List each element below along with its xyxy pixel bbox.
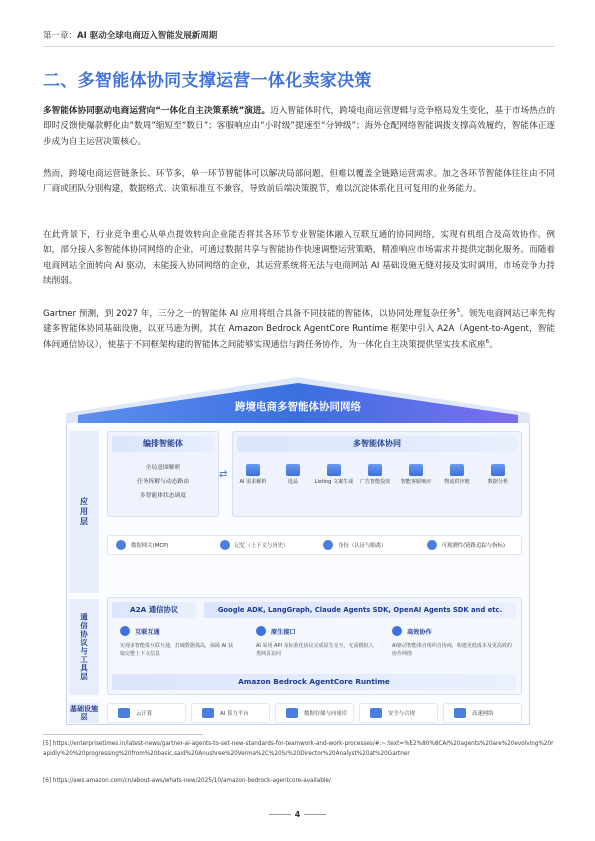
arrow-icon: ⇄	[219, 469, 228, 480]
orchestration-item: 多智能体状态调度	[139, 493, 187, 499]
agent-data-analysis[interactable]: 数据分析	[478, 464, 518, 486]
layer-label-protocol: 通信协议与工具层	[69, 599, 99, 695]
orchestration-panel	[107, 431, 219, 517]
truck-icon	[450, 464, 464, 476]
megaphone-icon	[368, 464, 382, 476]
api-icon	[256, 626, 266, 636]
layer-label-infra: 基础设施层	[70, 705, 98, 721]
agentcore-runtime-label: Amazon Bedrock AgentCore Runtime	[112, 674, 516, 690]
paragraph-4-part1: Gartner 预测，到 2027 年，三分之一的智能体 AI 应用将组合具备不同技能的智能体，以协同处理复杂任务	[43, 309, 457, 319]
infra-ai-compute[interactable]: AI 算力平台	[191, 703, 270, 723]
layer-label-application: 应用层	[69, 431, 99, 593]
observability-icon	[427, 540, 437, 550]
capability-observability[interactable]: 可观测性(链路追踪与指标)	[419, 540, 522, 550]
footnote-ref-6[interactable]: 6	[485, 338, 490, 345]
section-title: 二、多智能体协同支撑运营一体化卖家决策	[43, 71, 372, 91]
diagram-frame	[66, 423, 530, 725]
infra-network[interactable]: 高速网络	[443, 703, 522, 723]
divider	[269, 814, 291, 815]
capabilities-row	[107, 535, 522, 555]
multi-agent-title: 多智能体协同	[237, 436, 517, 452]
chapter-label: 第一章：	[43, 31, 78, 41]
infra-security[interactable]: 安全与合规	[359, 703, 438, 723]
feature-title: 高效协作	[407, 629, 432, 636]
a2a-protocol-label: A2A 通信协议	[112, 602, 196, 618]
feature-text: 实现多智能体互联互通，打破数据孤岛，保障 AI 获取完整上下文信息	[120, 643, 234, 657]
bar-chart-icon	[491, 464, 505, 476]
capability-identity[interactable]: 身份（认证与隔离）	[315, 540, 419, 550]
document-icon	[327, 464, 341, 476]
agent-ad-placement[interactable]: 广告智能投放	[355, 464, 395, 486]
protocol-panel	[107, 597, 522, 695]
memory-icon	[220, 540, 230, 550]
feature-text: AI驱动智能体自组织自协商，构建更低成本及更高效的协作网络	[392, 643, 512, 657]
multi-agent-network-diagram	[66, 377, 530, 725]
divider	[304, 814, 326, 815]
ai-chip-icon	[246, 464, 260, 476]
shield-icon	[370, 708, 382, 718]
collaboration-icon	[392, 626, 402, 636]
agent-demand-analysis[interactable]: AI 需求解析	[233, 464, 273, 486]
feature-title: 互联互通	[135, 629, 160, 636]
orchestration-title: 编排智能体	[112, 436, 214, 452]
diagram-title: 跨境电商多智能体协同网络	[235, 401, 361, 413]
capability-memory[interactable]: 记忆（上下文与历史）	[212, 540, 316, 550]
paragraph-1-body: 迈入智能体时代，跨境电商运营逻辑与竞争格局发生变化，基于市场热点的即时反馈使爆款孵化由“数周”缩短至“数日”；客服响应由“小时级”提速至“分钟级”；海外仓配网络智能调拨支撑高效履约，智能体正逐步成为自主运营决策核心。	[43, 106, 555, 147]
cloud-icon	[118, 708, 130, 718]
feature-text: AI 采用 API 及标准化协议完成原生交互，无需模拟人类网页访问	[256, 643, 374, 657]
orchestration-item: 任务拆解与动态路由	[136, 479, 190, 485]
chip-icon	[202, 708, 214, 718]
infra-storage[interactable]: 数据存储与向量库	[275, 703, 354, 723]
paragraph-4-part2: 。领先电商网站已率先构建多智能体协同基础设施，以亚马逊为例，其在 Amazon Bedrock AgentCore Runtime 框架中引入 A2A（Agent-to-Agent，智能体间通信协议），使基于不同框架构建的智能体之间能够实现通信与跨任务协作，为一体化自主决策提供坚实技术底座	[43, 309, 555, 350]
paragraph-4-part3: 。	[489, 339, 498, 350]
multi-agent-panel	[232, 431, 522, 517]
chapter-header	[43, 29, 217, 41]
chapter-title: AI 驱动全球电商迈入智能发展新周期	[77, 31, 218, 41]
footnote-5[interactable]: [5] https://enterprisetimes.in/latest-news/gartner-ai-agents-to-set-new-standards-for-teamwork-and-work-processes/#:~:text=%E2%80%8CAI%20agents%20are%20evolving%20rapidly%20%20progressing%20from%20basic,said%20Anushree%20Verma%2C%20Sr%20Director%20Analyst%20at%20Gartner	[43, 741, 554, 758]
database-icon	[286, 708, 298, 718]
page-number: 4	[0, 810, 595, 819]
agent-product-selection[interactable]: 选品	[273, 464, 313, 486]
feature-title: 原生接口	[271, 629, 296, 636]
robot-icon	[409, 464, 423, 476]
capability-data-gateway[interactable]: 数据网关(MCP)	[108, 540, 212, 550]
orchestration-item: 全局意图解析	[145, 465, 181, 471]
header-divider	[43, 46, 555, 47]
footnote-6[interactable]: [6] https://aws.amazon.com/cn/about-aws/whats-new/2025/10/amazon-bedrock-agentcore-available/	[43, 778, 331, 784]
paragraph-1-lead: 多智能体协同驱动电商运营向“一体化自主决策系统”演进。	[43, 106, 271, 116]
footnote-ref-5[interactable]: 5	[456, 308, 461, 315]
agent-customer-service[interactable]: 智能客服响应	[396, 464, 436, 486]
gateway-icon	[116, 540, 126, 550]
cart-icon	[286, 464, 300, 476]
agent-logistics[interactable]: 物流供应链	[437, 464, 477, 486]
footnote-divider	[43, 734, 203, 735]
agent-listing-copy[interactable]: Listing 文案生成	[314, 464, 354, 486]
identity-icon	[323, 540, 333, 550]
paragraph-3: 在此背景下，行业竞争重心从单点提效转向企业能否将其各环节专业智能体融入互联互通的协同网络，实现有机组合及高效协作。例如，部分接入多智能体协同网络的企业，可通过数据共享与智能协作快速调整运营策略，精准响应市场需求并提供定制化服务。而随着电商网站全面转向 AI 驱动，未能接入协同网络的企业，其运营系统将无法与电商网站 AI 基础设施无缝对接及实时调用，市场竞争力持续削弱。	[43, 230, 555, 287]
wifi-icon	[454, 708, 466, 718]
paragraph-1	[43, 104, 555, 150]
paragraph-2: 然而，跨境电商运营链条长、环节多，单一环节智能体可以解决局部问题，但难以覆盖全链路运营需求。加之各环节智能体往往由不同厂商或团队分别构建，数据格式、决策标准互不兼容，导致前后端决策脱节，难以沉淀体系化且可复用的业务能力。	[43, 169, 555, 195]
link-icon	[120, 626, 130, 636]
paragraph-4	[43, 307, 555, 353]
infra-cloud[interactable]: 云计算	[107, 703, 186, 723]
frameworks-label: Google ADK, LangGraph, Claude Agents SDK, OpenAI Agents SDK and etc.	[204, 602, 516, 618]
